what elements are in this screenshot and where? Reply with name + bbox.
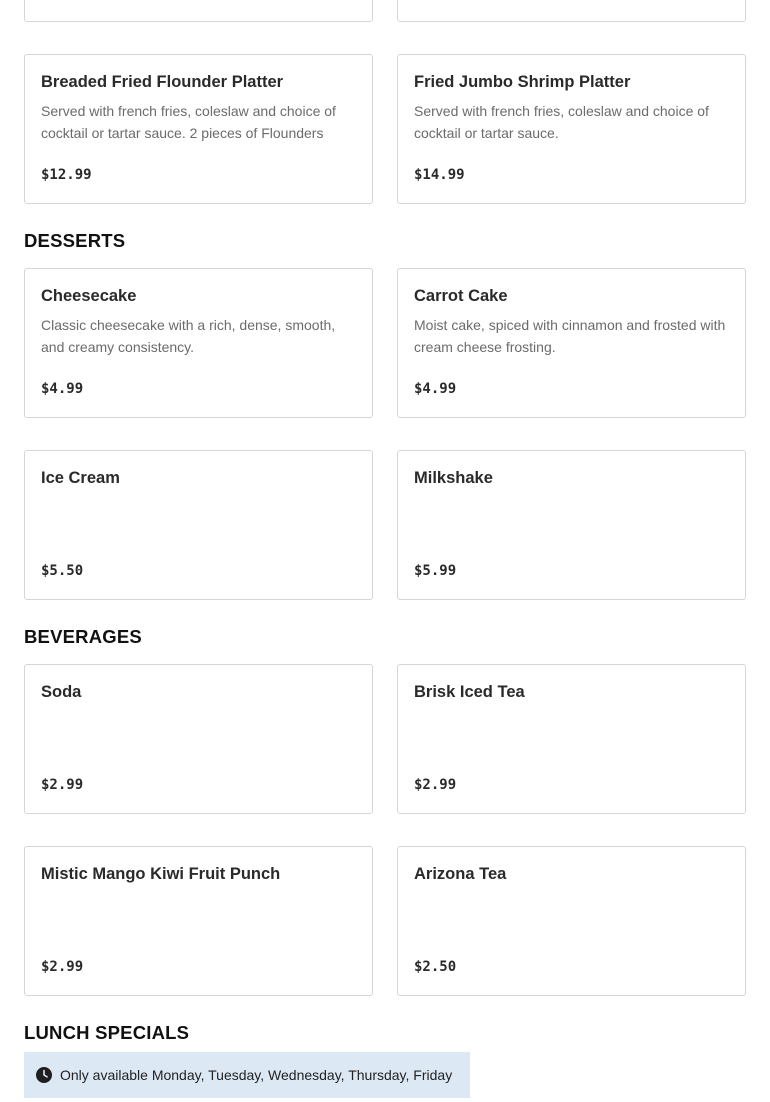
item-price: $12.99 xyxy=(41,167,92,183)
menu-item-shrimp[interactable] xyxy=(397,54,746,204)
menu-item-mistic-mango[interactable] xyxy=(24,846,373,996)
item-price: $2.50 xyxy=(414,959,457,975)
section-title-lunch-specials: LUNCH SPECIALS xyxy=(24,1022,190,1043)
menu-item-flounder[interactable] xyxy=(24,54,373,204)
item-price: $4.99 xyxy=(41,381,84,397)
section-title-beverages: BEVERAGES xyxy=(24,626,142,647)
section-title-desserts: DESSERTS xyxy=(24,230,126,251)
item-name: Mistic Mango Kiwi Fruit Punch xyxy=(41,865,281,883)
item-description: Classic cheesecake with a rich, dense, smooth, and creamy consistency. xyxy=(41,317,336,355)
availability-notice xyxy=(24,1052,470,1098)
menu-item-card[interactable] xyxy=(24,0,373,22)
menu-item-card[interactable] xyxy=(397,0,746,22)
item-description: Served with french fries, coleslaw and choice of cocktail or tartar sauce. xyxy=(414,103,709,141)
clock-icon xyxy=(36,1067,52,1083)
item-name: Brisk Iced Tea xyxy=(414,683,525,701)
menu-item-cheesecake[interactable] xyxy=(24,268,373,418)
item-name: Milkshake xyxy=(414,469,493,487)
item-price: $2.99 xyxy=(41,959,84,975)
item-name: Breaded Fried Flounder Platter xyxy=(41,73,284,91)
item-description: Moist cake, spiced with cinnamon and frosted with cream cheese frosting. xyxy=(414,317,726,355)
item-price: $5.99 xyxy=(414,563,457,579)
item-name: Carrot Cake xyxy=(414,287,508,305)
item-price: $5.50 xyxy=(41,563,84,579)
item-price: $2.99 xyxy=(41,777,84,793)
menu-item-arizona-tea[interactable] xyxy=(397,846,746,996)
item-price: $2.99 xyxy=(414,777,457,793)
availability-notice-text: Only available Monday, Tuesday, Wednesday, Thursday, Friday xyxy=(60,1067,453,1083)
item-price xyxy=(41,0,83,1)
menu-item-carrot-cake[interactable] xyxy=(397,268,746,418)
menu-item-milkshake[interactable] xyxy=(397,450,746,600)
menu-item-soda[interactable] xyxy=(24,664,373,814)
item-description: Served with french fries, coleslaw and choice of cocktail or tartar sauce. 2 pieces of Flounders xyxy=(41,103,336,141)
item-name: Soda xyxy=(41,683,82,701)
item-name: Cheesecake xyxy=(41,287,137,305)
item-price xyxy=(414,0,456,1)
item-name: Arizona Tea xyxy=(414,865,507,883)
item-price: $14.99 xyxy=(414,167,465,183)
item-name: Fried Jumbo Shrimp Platter xyxy=(414,73,631,91)
menu-item-brisk-iced-tea[interactable] xyxy=(397,664,746,814)
item-name: Ice Cream xyxy=(41,469,120,487)
menu-item-ice-cream[interactable] xyxy=(24,450,373,600)
item-price: $4.99 xyxy=(414,381,457,397)
